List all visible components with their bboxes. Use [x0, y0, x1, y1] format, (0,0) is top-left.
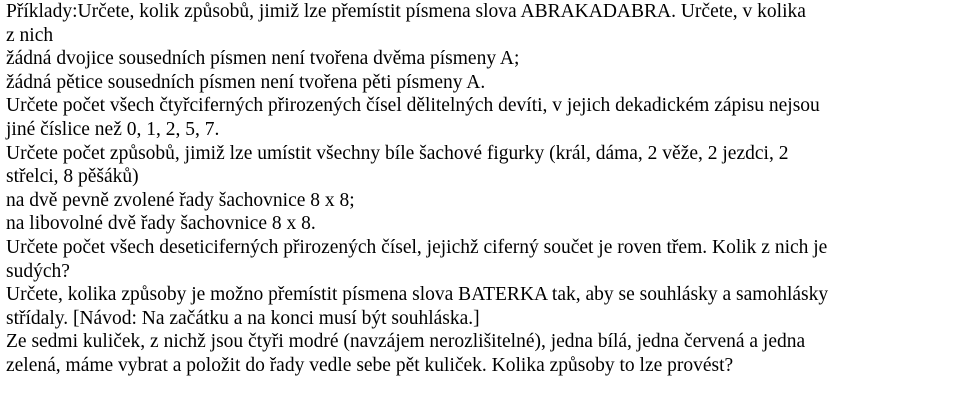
text-line: na libovolné dvě řady šachovnice 8 x 8. [6, 213, 316, 235]
text-line: Určete počet všech deseticiferných přirozených čísel, jejichž ciferný součet je roven třem. Kolik z nich je [6, 236, 828, 258]
text-line: Ze sedmi kuliček, z nichž jsou čtyři modré (navzájem nerozlišitelné), jedna bílá, jedna červená a jedna [6, 331, 806, 353]
text-line: Určete počet všech čtyřciferných přirozených čísel dělitelných devíti, v jejich dekadickém zápisu nejsou [6, 95, 820, 117]
text-line: zelená, máme vybrat a položit do řady vedle sebe pět kuliček. Kolika způsoby to lze provést? [6, 354, 734, 376]
text-line: Určete počet způsobů, jimiž lze umístit všechny bíle šachové figurky (král, dáma, 2 věže, 2 jezdci, 2 [6, 142, 789, 164]
text-line: žádná dvojice sousedních písmen není tvořena dvěma písmeny A; [6, 48, 520, 70]
text-line: z nich [6, 24, 54, 46]
text-line: střelci, 8 pěšáků) [6, 166, 139, 188]
text-line: na dvě pevně zvolené řady šachovnice 8 x 8; [6, 189, 355, 211]
text-line: Určete, kolika způsoby je možno přemístit písmena slova BATERKA tak, aby se souhlásky a samohlásky [6, 284, 829, 306]
text-line: jiné číslice než 0, 1, 2, 5, 7. [6, 118, 220, 140]
text-line: Příklady:Určete, kolik způsobů, jimiž lze přemístit písmena slova ABRAKADABRA. Určete, v kolika [6, 1, 806, 22]
text-line: střídaly. [Návod: Na začátku a na konci musí být souhláska.] [6, 307, 480, 329]
text-line: žádná pětice sousedních písmen není tvořena pěti písmeny A. [6, 71, 486, 93]
text-line: sudých? [6, 260, 70, 282]
document-text [6, 0, 956, 378]
